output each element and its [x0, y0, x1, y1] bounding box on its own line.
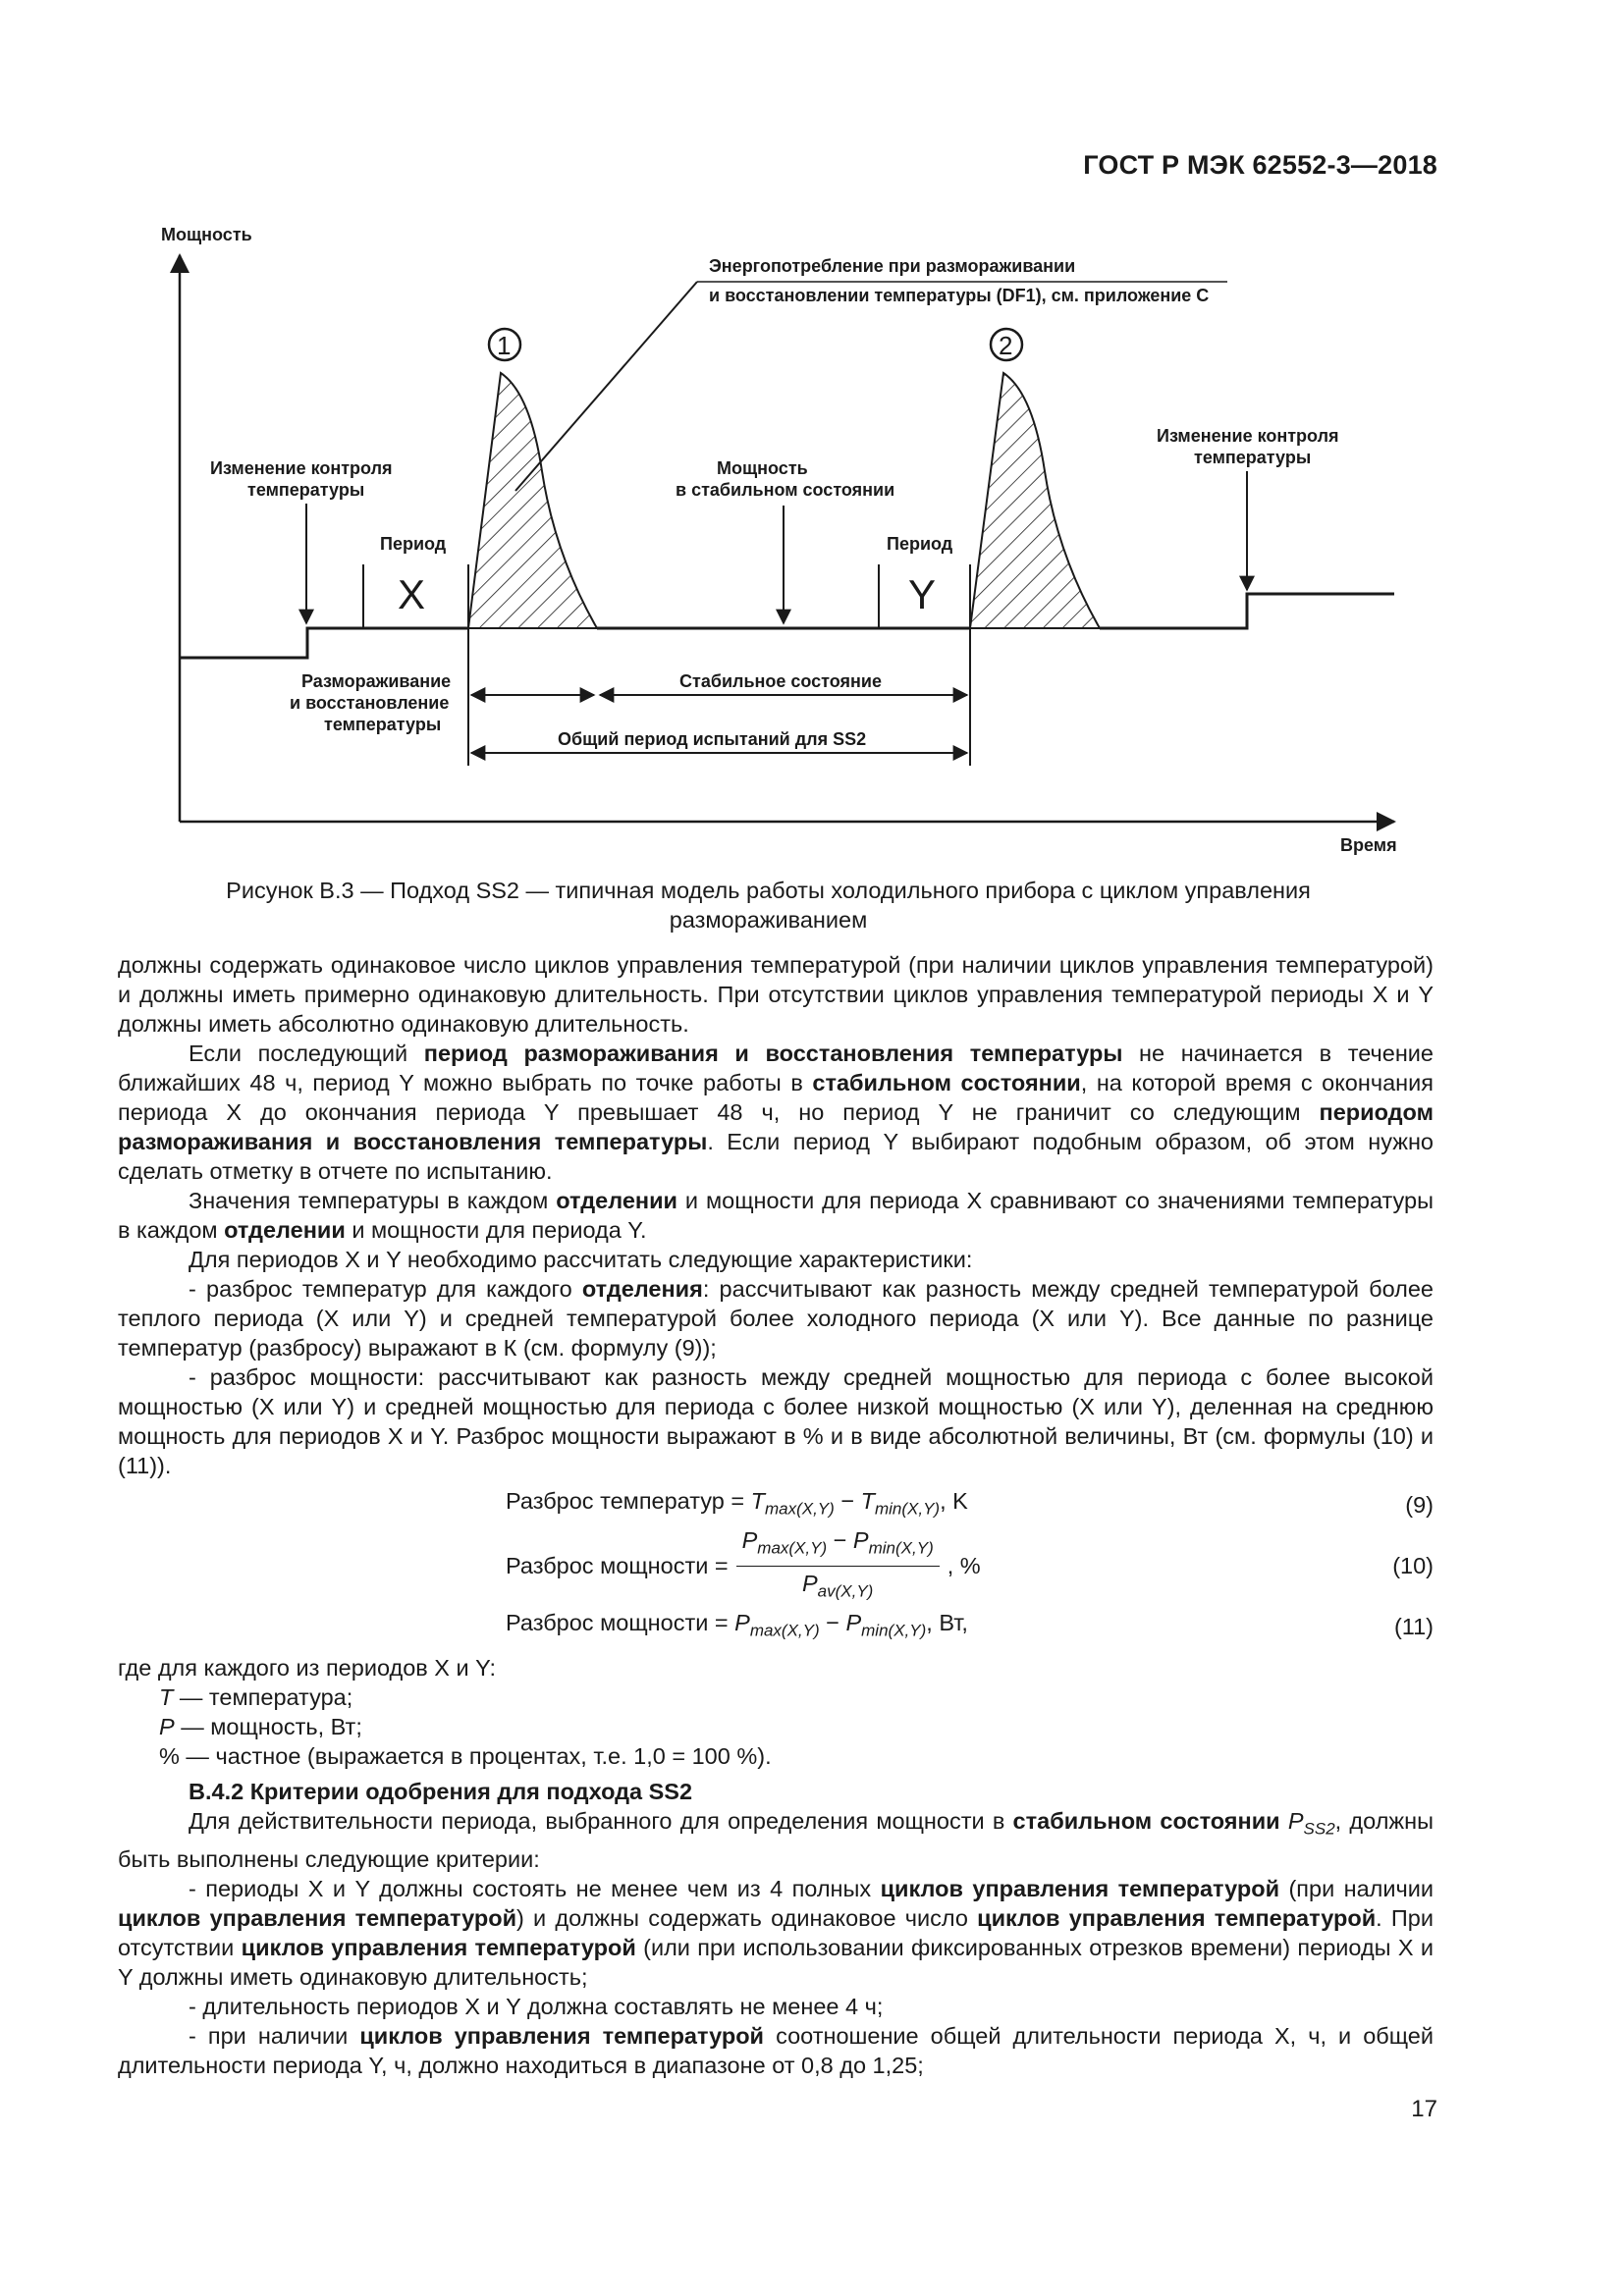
period-y-label: Период [887, 534, 953, 554]
figure-caption: Рисунок B.3 — Подход SS2 — типичная модель работы холодильного прибора с циклом управления размораживанием [226, 878, 1311, 933]
definition-percent: % — частное (выражается в процентах, т.е. 1,0 = 100 %). [159, 1743, 772, 1769]
definition-p: P — мощность, Вт; [159, 1714, 362, 1739]
document-header: ГОСТ Р МЭК 62552-3—2018 [1083, 150, 1437, 180]
paragraph: Для действительности периода, выбранного для определения мощности в стабильном состоянии $P_{SS2}$, должны быть выполнены следующие критерии: [118, 1808, 1434, 1872]
defrost-line3: температуры [324, 715, 442, 734]
list-item: - разброс мощности: рассчитывают как разность между средней мощностью для периода с более высокой мощностью (X или Y) и средней мощностью для периода с более низкой мощностью (X или Y), деленная на среднюю мощность для периодов X и Y. Разброс мощности выражают в % и в виде абсолютной величины, Вт (см. формулы (10) и (11)). [118, 1364, 1434, 1478]
list-item: - периоды X и Y должны состоять не менее чем из 4 полных циклов управления температурой (при наличии циклов управления температурой) и должны содержать одинаковое число циклов управления температурой. При отсутствии циклов управления температурой (или при использовании фиксированных отрезков времени) периоды X и Y должны иметь одинаковую длительность; [118, 1875, 1434, 1990]
defrost-line2: и восстановление [290, 693, 450, 713]
page-number: 17 [1411, 2096, 1437, 2122]
paragraph: Для периодов X и Y необходимо рассчитать следующие характеристики: [189, 1247, 973, 1272]
defrost-peak-1 [468, 373, 597, 628]
right-change-line2: температуры [1194, 448, 1312, 467]
x-axis-label: Время [1340, 835, 1397, 855]
total-period-label: Общий период испытаний для SS2 [558, 729, 867, 749]
right-change-line1: Изменение контроля [1157, 426, 1339, 446]
left-change-line2: температуры [247, 480, 365, 500]
y-axis-label: Мощность [161, 225, 252, 244]
period-x-letter: X [398, 571, 426, 617]
list-item: - при наличии циклов управления температурой соотношение общей длительности периода X, ч, и общей длительности периода Y, ч, должно находиться в диапазоне от 0,8 до 1,25; [118, 2022, 1435, 2078]
left-change-line1: Изменение контроля [210, 458, 393, 478]
definition-t: T — температура; [159, 1684, 353, 1710]
paragraph: Значения температуры в каждом отделении и мощности для периода X сравнивают со значениями температуры в каждом отделении и мощности для периода Y. [118, 1188, 1434, 1243]
paragraph: Если последующий период размораживания и восстановления температуры не начинается в течение ближайших 48 ч, период Y можно выбрать по точке работы в стабильном состоянии, на которой время с окончания периода X до окончания периода Y превышает 48 ч, но период Y не граничит со следующим периодом размораживания и восстановления температуры. Если период Y выбирают подобным образом, об этом нужно сделать отметку в отчете по испытанию. [118, 1041, 1434, 1184]
steady-power-line1: Мощность [717, 458, 808, 478]
where-clause: где для каждого из периодов X и Y: [118, 1655, 497, 1681]
equation-9: Разброс температур = $T_{max(X,Y)} - T_{min(X,Y)}$, K (9) [506, 1487, 1434, 1519]
period-y-letter: Y [908, 571, 937, 617]
paragraph: должны содержать одинаковое число циклов управления температурой (при наличии циклов управления температурой) и должны иметь примерно одинаковую длительность. При отсутствии циклов управления температурой периоды X и Y должны иметь абсолютно одинаковую длительность. [118, 952, 1434, 1037]
marker-2: 2 [999, 331, 1013, 360]
defrost-power-diagram [147, 221, 1424, 859]
defrost-peak-2 [970, 373, 1100, 628]
equation-10: Разброс мощности = $P_{max(X,Y)} - P_{min(X,Y)}$ $P_{av(X,Y)}$ , % (10) [506, 1526, 1434, 1601]
steady-power-line2: в стабильном состоянии [676, 480, 895, 500]
body-text [118, 950, 1434, 2080]
list-item: - длительность периодов X и Y должна составлять не менее 4 ч; [189, 1993, 884, 2019]
callout-line1: Энергопотребление при размораживании [709, 256, 1076, 276]
period-x-label: Период [380, 534, 447, 554]
list-item: - разброс температур для каждого отделения: рассчитывают как разность между средней температурой более теплого периода (X или Y) и средней температурой более холодного периода (X или Y). Все данные по разнице температур (разбросу) выражают в К (см. формулу (9)); [118, 1276, 1434, 1361]
steady-state-label: Стабильное состояние [679, 671, 882, 691]
section-heading: B.4.2 Критерии одобрения для подхода SS2 [189, 1779, 693, 1804]
defrost-line1: Размораживание [301, 671, 452, 691]
equation-11: Разброс мощности = $P_{max(X,Y)} - P_{min(X,Y)}$, Вт, (11) [506, 1609, 1434, 1640]
callout-line2: и восстановлении температуры (DF1), см. приложение C [709, 286, 1210, 305]
power-profile [180, 628, 468, 658]
marker-1: 1 [497, 331, 512, 360]
